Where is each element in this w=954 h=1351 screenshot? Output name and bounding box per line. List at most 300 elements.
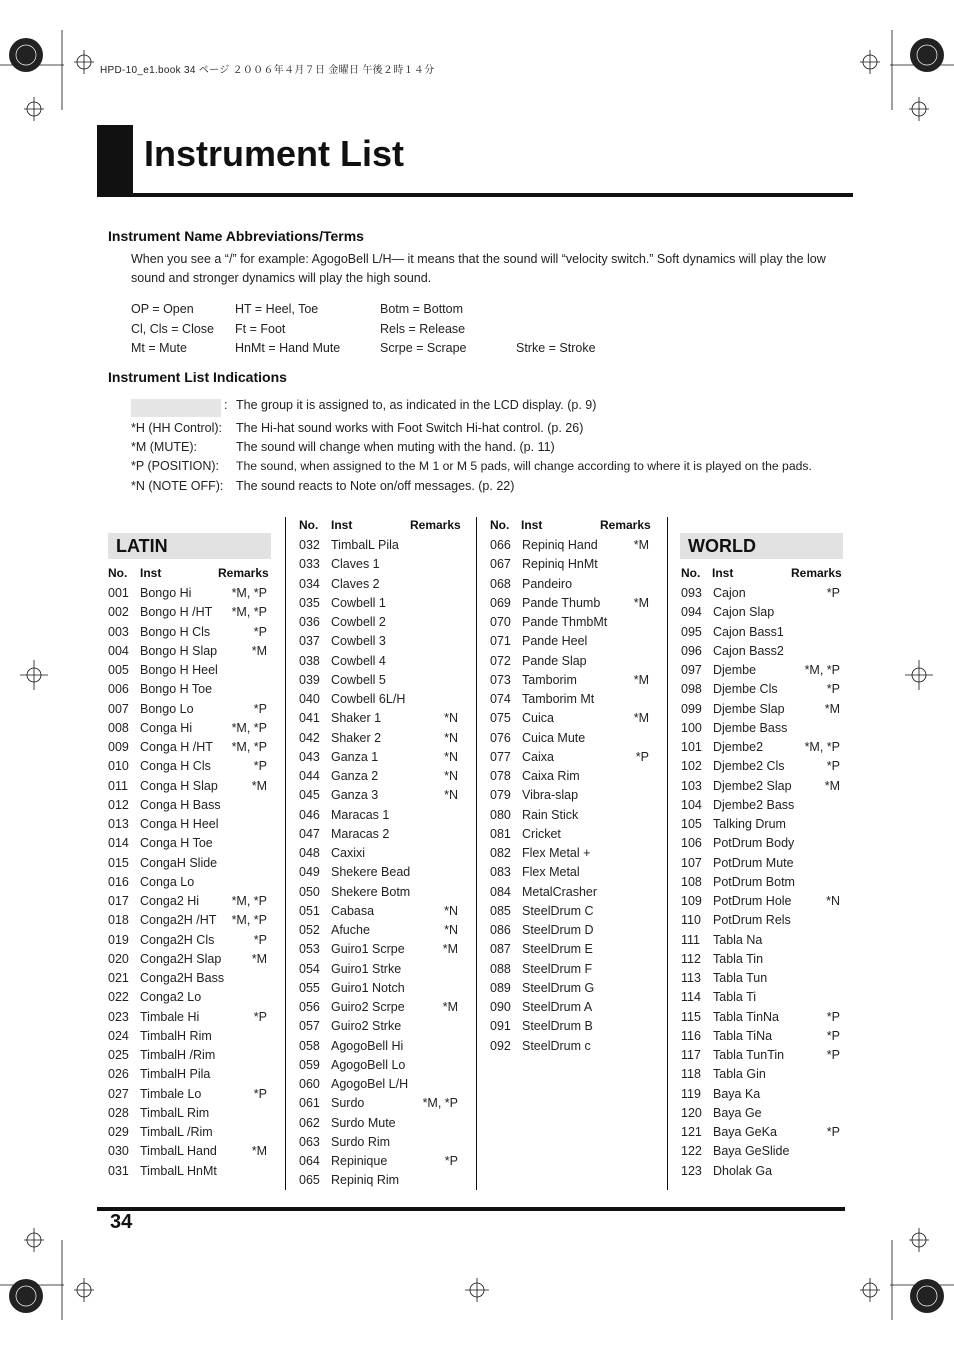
instrument-name: AgogoBell Hi xyxy=(331,1038,404,1053)
instrument-name: Cuica xyxy=(522,711,554,726)
instrument-row xyxy=(299,827,458,846)
instrument-name: Djembe2 xyxy=(713,740,764,754)
instrument-row xyxy=(108,1125,267,1144)
instrument-row xyxy=(108,1164,267,1183)
group-swatch xyxy=(131,399,221,417)
instrument-row xyxy=(108,798,267,817)
col-header-remarks: Remarks xyxy=(791,566,842,580)
instrument-row xyxy=(490,538,649,557)
instrument-remarks: *P xyxy=(826,759,840,774)
col-header-remarks: Remarks xyxy=(410,518,461,532)
instrument-row xyxy=(108,779,267,798)
instrument-number: 026 xyxy=(108,1067,129,1082)
instrument-remarks: *M xyxy=(633,672,649,687)
instrument-remarks: *P xyxy=(253,1009,267,1024)
instrument-number: 020 xyxy=(108,951,129,966)
instrument-name: Conga2 Hi xyxy=(140,894,200,908)
instrument-name: Talking Drum xyxy=(713,817,786,831)
title-accent-block xyxy=(97,125,133,195)
instrument-remarks: *M, *P xyxy=(231,605,267,620)
instrument-row xyxy=(490,654,649,673)
instrument-name: TimbalL Hand xyxy=(140,1144,217,1159)
instrument-number: 061 xyxy=(299,1096,320,1111)
instrument-row xyxy=(108,740,267,759)
instrument-number: 085 xyxy=(490,903,511,918)
abbr-item: HT = Heel, Toe xyxy=(235,302,319,316)
col-header-inst: Inst xyxy=(712,566,734,580)
instrument-name: Ganza 3 xyxy=(331,788,379,803)
group-header-world xyxy=(680,533,843,559)
instrument-number: 029 xyxy=(108,1125,129,1139)
instrument-name: MetalCrasher xyxy=(522,884,598,899)
group-header-latin xyxy=(108,533,271,559)
page-number: 34 xyxy=(110,1211,133,1233)
instrument-name: Conga H Toe xyxy=(140,836,213,851)
instrument-row xyxy=(299,923,458,942)
instrument-row xyxy=(490,1019,649,1038)
instrument-name: PotDrum Rels xyxy=(713,913,791,928)
instrument-number: 005 xyxy=(108,663,129,677)
instrument-number: 034 xyxy=(299,576,320,591)
instrument-name: Conga H Heel xyxy=(140,817,219,831)
instrument-number: 049 xyxy=(299,865,320,880)
instrument-number: 095 xyxy=(681,624,702,639)
instrument-number: 106 xyxy=(681,836,702,851)
instrument-name: Maracas 1 xyxy=(331,807,390,822)
instrument-remarks: *M xyxy=(442,942,458,957)
instrument-name: Cajon Bass1 xyxy=(713,624,784,639)
instrument-row xyxy=(108,586,267,605)
instrument-number: 109 xyxy=(681,894,702,908)
instrument-number: 120 xyxy=(681,1105,702,1120)
col-header-no: No. xyxy=(299,518,319,532)
instrument-name: Surdo Mute xyxy=(331,1115,396,1130)
instrument-number: 099 xyxy=(681,701,702,716)
column-divider xyxy=(285,517,286,1190)
instrument-number: 082 xyxy=(490,846,511,860)
instrument-number: 111 xyxy=(681,932,701,947)
instrument-row xyxy=(681,663,840,682)
instrument-name: TimbalH /Rim xyxy=(140,1048,216,1062)
instrument-row xyxy=(681,913,840,932)
title-rule xyxy=(97,193,853,197)
instrument-number: 056 xyxy=(299,1000,320,1014)
instrument-remarks: *N xyxy=(444,711,458,726)
instrument-number: 013 xyxy=(108,817,129,831)
abbr-item: HnMt = Hand Mute xyxy=(235,341,341,355)
instrument-row xyxy=(490,673,649,692)
instrument-row xyxy=(299,1173,458,1192)
instrument-number: 072 xyxy=(490,653,511,668)
instrument-row xyxy=(490,1039,649,1058)
instrument-remarks: *M xyxy=(251,643,267,658)
instrument-number: 003 xyxy=(108,624,129,639)
instrument-number: 067 xyxy=(490,557,511,572)
instrument-name: Conga H Slap xyxy=(140,778,218,793)
instrument-row xyxy=(681,721,840,740)
instrument-row xyxy=(681,798,840,817)
instrument-name: TimbalL /Rim xyxy=(140,1125,213,1139)
instrument-name: Repinique xyxy=(331,1154,388,1168)
instrument-number: 121 xyxy=(681,1125,702,1139)
instrument-remarks: *M, *P xyxy=(231,720,267,735)
instrument-name: TimbalL HnMt xyxy=(140,1163,217,1178)
col-header-remarks: Remarks xyxy=(218,566,269,580)
instrument-row xyxy=(108,817,267,836)
instrument-row xyxy=(108,682,267,701)
instrument-name: Pande ThmbMt xyxy=(522,615,608,629)
instrument-name: Guiro2 Strke xyxy=(331,1019,402,1034)
instrument-name: Bongo H Cls xyxy=(140,624,211,639)
instrument-row xyxy=(681,625,840,644)
instrument-number: 060 xyxy=(299,1077,320,1091)
instrument-name: TimbalL Pila xyxy=(331,538,399,552)
instrument-name: Cowbell 4 xyxy=(331,653,386,668)
instrument-row xyxy=(490,942,649,961)
instrument-number: 123 xyxy=(681,1163,702,1178)
instrument-name: AgogoBel L/H xyxy=(331,1077,409,1091)
instrument-remarks: *P xyxy=(826,586,840,600)
instrument-number: 081 xyxy=(490,826,511,841)
instrument-number: 080 xyxy=(490,807,511,822)
instrument-row xyxy=(108,875,267,894)
abbr-item: Botm = Bottom xyxy=(380,302,464,316)
instrument-remarks: *P xyxy=(635,749,649,764)
instrument-number: 118 xyxy=(681,1067,701,1082)
instrument-number: 073 xyxy=(490,672,511,687)
instrument-name: Conga2 Lo xyxy=(140,990,202,1005)
instrument-remarks: *M xyxy=(633,711,649,726)
instrument-name: Cowbell 1 xyxy=(331,595,386,610)
instrument-row xyxy=(299,1135,458,1154)
instrument-row xyxy=(681,644,840,663)
instrument-row xyxy=(299,577,458,596)
instrument-number: 098 xyxy=(681,682,702,697)
indication-label: *H (HH Control): xyxy=(131,421,222,435)
instrument-row xyxy=(108,990,267,1009)
instrument-row xyxy=(108,721,267,740)
instrument-name: Baya Ka xyxy=(713,1086,761,1101)
instrument-row xyxy=(299,654,458,673)
instrument-number: 007 xyxy=(108,701,129,716)
instrument-row xyxy=(108,1048,267,1067)
instrument-row xyxy=(490,808,649,827)
instrument-remarks: *M, *P xyxy=(422,1096,458,1111)
instrument-row xyxy=(299,750,458,769)
instrument-number: 114 xyxy=(681,990,701,1005)
instrument-row xyxy=(299,904,458,923)
instrument-name: Cricket xyxy=(522,826,561,841)
instrument-number: 051 xyxy=(299,903,320,918)
instrument-number: 119 xyxy=(681,1086,701,1101)
instrument-number: 055 xyxy=(299,980,320,995)
instrument-name: Bongo Hi xyxy=(140,586,192,600)
indication-desc: The sound, when assigned to the M 1 or M 5 pads, will change according to where it is played on the pads. xyxy=(236,459,812,473)
instrument-name: Guiro1 Notch xyxy=(331,980,405,995)
indication-label: *N (NOTE OFF): xyxy=(131,479,224,493)
instrument-number: 092 xyxy=(490,1038,511,1053)
instrument-number: 097 xyxy=(681,663,702,677)
instrument-number: 042 xyxy=(299,730,320,745)
instrument-remarks: *M xyxy=(251,951,267,966)
col-header-inst: Inst xyxy=(521,518,543,532)
instrument-row xyxy=(299,1116,458,1135)
instrument-number: 057 xyxy=(299,1019,320,1034)
instrument-name: Timbale Lo xyxy=(140,1086,202,1101)
col-header-no: No. xyxy=(681,566,701,580)
instrument-row xyxy=(681,875,840,894)
instrument-remarks: *M xyxy=(442,1000,458,1014)
instrument-row xyxy=(681,1010,840,1029)
instrument-row xyxy=(490,865,649,884)
instrument-row xyxy=(490,750,649,769)
instrument-row xyxy=(681,586,840,605)
instrument-row xyxy=(490,827,649,846)
abbreviations-heading: Instrument Name Abbreviations/Terms xyxy=(108,228,364,244)
instrument-number: 063 xyxy=(299,1134,320,1149)
instrument-number: 108 xyxy=(681,874,702,889)
instrument-row xyxy=(108,933,267,952)
instrument-row xyxy=(299,692,458,711)
instrument-name: Bongo Lo xyxy=(140,701,194,716)
instrument-number: 091 xyxy=(490,1019,511,1034)
instrument-row xyxy=(490,885,649,904)
instrument-number: 022 xyxy=(108,990,129,1005)
instrument-row xyxy=(490,846,649,865)
instrument-name: Caixa Rim xyxy=(522,769,580,783)
instrument-name: Pandeiro xyxy=(522,576,573,591)
instrument-number: 035 xyxy=(299,595,320,610)
instrument-name: Cowbell 5 xyxy=(331,672,386,687)
instrument-remarks: *P xyxy=(253,932,267,947)
instrument-remarks: *P xyxy=(253,624,267,639)
instrument-number: 050 xyxy=(299,884,320,899)
instrument-number: 116 xyxy=(681,1028,701,1043)
instrument-name: Tabla Na xyxy=(713,932,763,947)
instrument-row xyxy=(490,577,649,596)
instrument-number: 069 xyxy=(490,595,511,610)
instrument-remarks: *P xyxy=(826,682,840,697)
indication-desc: The sound reacts to Note on/off messages. (p. 22) xyxy=(236,479,515,493)
instrument-number: 070 xyxy=(490,615,511,629)
instrument-number: 062 xyxy=(299,1115,320,1130)
instrument-row xyxy=(490,788,649,807)
instrument-number: 110 xyxy=(681,913,701,928)
instrument-name: SteelDrum E xyxy=(522,942,593,957)
instrument-number: 087 xyxy=(490,942,511,957)
instrument-number: 068 xyxy=(490,576,511,591)
instrument-row xyxy=(299,615,458,634)
instrument-name: Baya GeKa xyxy=(713,1125,777,1139)
instrument-number: 077 xyxy=(490,749,511,764)
instrument-row xyxy=(490,596,649,615)
instrument-row xyxy=(490,769,649,788)
indication-desc: The sound will change when muting with the hand. (p. 11) xyxy=(236,440,555,454)
instrument-row xyxy=(108,894,267,913)
instrument-name: PotDrum Mute xyxy=(713,855,794,870)
instrument-name: Claves 1 xyxy=(331,557,380,572)
abbr-item: Mt = Mute xyxy=(131,341,187,355)
instrument-name: Guiro1 Scrpe xyxy=(331,942,405,957)
instrument-remarks: *N xyxy=(444,923,458,937)
instrument-number: 038 xyxy=(299,653,320,668)
abbr-item: Cl, Cls = Close xyxy=(131,322,215,336)
instrument-number: 117 xyxy=(681,1048,701,1062)
instrument-name: Bongo H Heel xyxy=(140,663,218,677)
instrument-row xyxy=(299,808,458,827)
instrument-name: Dholak Ga xyxy=(713,1163,773,1178)
instrument-row xyxy=(299,731,458,750)
instrument-number: 102 xyxy=(681,759,702,774)
instrument-name: Cajon Bass2 xyxy=(713,643,784,658)
abbr-item: Scrpe = Scrape xyxy=(380,341,467,355)
instrument-name: Djembe Slap xyxy=(713,701,785,716)
instrument-name: Cowbell 3 xyxy=(331,634,386,649)
instrument-name: Repiniq HnMt xyxy=(522,557,598,572)
instrument-row xyxy=(299,769,458,788)
column-divider xyxy=(476,517,477,1190)
instrument-name: Djembe Cls xyxy=(713,682,778,697)
instrument-name: Claves 2 xyxy=(331,576,380,591)
instrument-name: AgogoBell Lo xyxy=(331,1057,406,1072)
instrument-row xyxy=(681,779,840,798)
instrument-number: 027 xyxy=(108,1086,129,1101)
instrument-row xyxy=(108,625,267,644)
instrument-number: 017 xyxy=(108,894,129,908)
instrument-name: Shekere Botm xyxy=(331,884,411,899)
instrument-name: Ganza 2 xyxy=(331,769,379,783)
instrument-name: Conga2H Bass xyxy=(140,971,225,985)
instrument-row xyxy=(681,605,840,624)
instrument-name: SteelDrum B xyxy=(522,1019,593,1034)
instrument-row xyxy=(108,836,267,855)
instrument-number: 009 xyxy=(108,740,129,754)
instrument-row xyxy=(490,1000,649,1019)
instrument-remarks: *M, *P xyxy=(231,740,267,754)
col-header-inst: Inst xyxy=(140,566,162,580)
instrument-name: Tamborim Mt xyxy=(522,692,595,706)
instrument-number: 059 xyxy=(299,1057,320,1072)
instrument-name: Conga2H Cls xyxy=(140,932,215,947)
group-label: WORLD xyxy=(688,536,756,556)
instrument-remarks: *M xyxy=(251,1144,267,1159)
instrument-name: Guiro1 Strke xyxy=(331,961,402,976)
col-header-remarks: Remarks xyxy=(600,518,651,532)
instrument-remarks: *P xyxy=(253,1086,267,1101)
abbr-item: Strke = Stroke xyxy=(516,341,596,355)
instrument-remarks: *P xyxy=(826,1125,840,1139)
indication-label: *P (POSITION): xyxy=(131,459,219,473)
instrument-remarks: *P xyxy=(253,701,267,716)
group-label: LATIN xyxy=(116,536,168,556)
instrument-name: Tabla Tin xyxy=(713,951,764,966)
instrument-name: Baya Ge xyxy=(713,1105,762,1120)
instrument-number: 019 xyxy=(108,932,129,947)
instrument-name: Cabasa xyxy=(331,903,375,918)
instrument-number: 004 xyxy=(108,643,129,658)
instrument-name: Vibra-slap xyxy=(522,788,579,803)
instrument-number: 066 xyxy=(490,538,511,552)
instrument-number: 113 xyxy=(681,971,701,985)
instrument-row xyxy=(299,846,458,865)
col-header-no: No. xyxy=(108,566,128,580)
instrument-number: 112 xyxy=(681,951,701,966)
instrument-name: Guiro2 Scrpe xyxy=(331,1000,405,1014)
instrument-row xyxy=(681,702,840,721)
instrument-name: Cowbell 6L/H xyxy=(331,692,406,706)
instrument-row xyxy=(299,1019,458,1038)
instrument-row xyxy=(490,692,649,711)
instrument-number: 011 xyxy=(108,778,128,793)
instrument-row xyxy=(299,1154,458,1173)
instrument-number: 014 xyxy=(108,836,129,851)
instrument-number: 006 xyxy=(108,682,129,697)
instrument-number: 071 xyxy=(490,634,511,649)
instrument-row xyxy=(299,865,458,884)
instrument-remarks: *N xyxy=(444,769,458,783)
instrument-remarks: *M xyxy=(251,778,267,793)
instrument-row xyxy=(108,605,267,624)
instrument-number: 024 xyxy=(108,1028,129,1043)
instrument-row xyxy=(490,731,649,750)
instrument-row xyxy=(681,1087,840,1106)
instrument-name: SteelDrum F xyxy=(522,961,593,976)
instrument-row xyxy=(108,644,267,663)
instrument-number: 075 xyxy=(490,711,511,726)
instrument-row xyxy=(299,538,458,557)
instrument-row xyxy=(299,981,458,1000)
instrument-row xyxy=(108,663,267,682)
instrument-remarks: *P xyxy=(826,1009,840,1024)
instrument-remarks: *N xyxy=(444,788,458,803)
instrument-name: Shaker 2 xyxy=(331,730,382,745)
instrument-row xyxy=(299,885,458,904)
instrument-row xyxy=(299,711,458,730)
instrument-row xyxy=(108,1029,267,1048)
column-divider xyxy=(667,517,668,1190)
instrument-name: Bongo H Toe xyxy=(140,682,213,697)
instrument-remarks: *M xyxy=(633,538,649,552)
instrument-name: Cowbell 2 xyxy=(331,615,386,629)
instrument-name: Repiniq Hand xyxy=(522,538,598,552)
instrument-row xyxy=(490,923,649,942)
instrument-remarks: *N xyxy=(444,903,458,918)
instrument-name: Tabla TunTin xyxy=(713,1048,785,1062)
instrument-name: SteelDrum G xyxy=(522,980,595,995)
instrument-row xyxy=(681,1144,840,1163)
instrument-row xyxy=(490,711,649,730)
instrument-name: Conga H Bass xyxy=(140,797,221,812)
instrument-row xyxy=(681,1106,840,1125)
instrument-row xyxy=(681,740,840,759)
instrument-number: 115 xyxy=(681,1009,701,1024)
col-header-inst: Inst xyxy=(331,518,353,532)
instrument-remarks: *M, *P xyxy=(231,894,267,908)
instrument-number: 074 xyxy=(490,692,511,706)
instrument-number: 041 xyxy=(299,711,320,726)
instrument-number: 046 xyxy=(299,807,320,822)
instrument-name: Djembe2 Bass xyxy=(713,797,795,812)
instrument-name: SteelDrum A xyxy=(522,1000,593,1014)
instrument-row xyxy=(490,557,649,576)
instrument-row xyxy=(108,952,267,971)
instrument-number: 088 xyxy=(490,961,511,976)
instrument-row xyxy=(299,788,458,807)
instrument-number: 018 xyxy=(108,913,129,928)
instrument-row xyxy=(108,971,267,990)
instrument-remarks: *M, *P xyxy=(804,663,840,677)
instrument-number: 047 xyxy=(299,826,320,841)
